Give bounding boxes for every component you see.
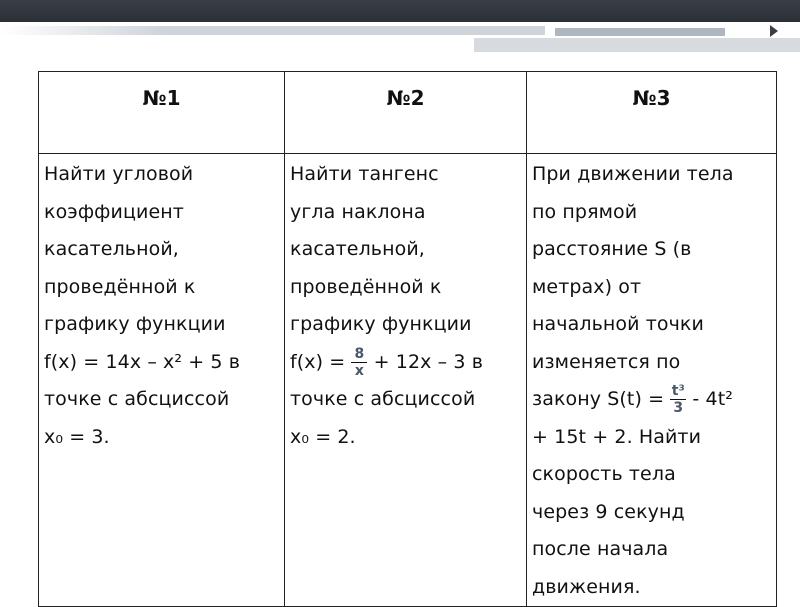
task-text-line: изменяется по bbox=[532, 350, 681, 373]
task-text-line: проведённой к bbox=[44, 275, 196, 298]
fraction-denominator: 3 bbox=[673, 400, 684, 416]
task-text-line: скорость тела bbox=[532, 463, 676, 485]
formula-suffix: - 4t² bbox=[686, 388, 733, 410]
task-text-line: точке с абсциссой bbox=[290, 388, 476, 410]
decor-stripe bbox=[555, 28, 725, 36]
task-2-cell bbox=[285, 154, 527, 607]
task-text-line: угла наклона bbox=[290, 200, 426, 223]
decor-stripe bbox=[474, 38, 800, 52]
task-text-line: коэффициент bbox=[44, 200, 184, 223]
decor-arrow-icon bbox=[770, 25, 778, 37]
tasks-table bbox=[38, 71, 777, 607]
fraction bbox=[351, 347, 367, 378]
task-text-line: после начала bbox=[532, 538, 669, 560]
task-text-line: Найти тангенс bbox=[290, 163, 439, 185]
header-row bbox=[39, 72, 777, 154]
task-text-line: графику функции bbox=[290, 313, 472, 335]
task-formula-line bbox=[290, 344, 522, 382]
header-task-2: №2 bbox=[285, 72, 527, 154]
header-task-3: №3 bbox=[527, 72, 777, 154]
task-text-line: касательной, bbox=[44, 238, 179, 260]
task-text-line: + 15t + 2. Найти bbox=[532, 425, 702, 448]
task-text-line: начальной точки bbox=[532, 313, 704, 335]
task-text-line: графику функции bbox=[44, 313, 226, 335]
task-text-line: касательной, bbox=[290, 238, 425, 260]
task-formula-line bbox=[532, 381, 772, 419]
fraction-denominator: x bbox=[354, 362, 365, 379]
task-3-cell bbox=[527, 154, 777, 607]
task-text-line: через 9 секунд bbox=[532, 500, 685, 523]
task-text-line: метрах) от bbox=[532, 275, 642, 298]
task-text-line: проведённой к bbox=[290, 275, 442, 298]
task-text-line: расстояние S (в bbox=[532, 238, 692, 260]
formula-suffix: + 12x – 3 в bbox=[367, 350, 483, 373]
task-formula-line: f(x) = 14x – x² + 5 в bbox=[44, 350, 241, 373]
task-1-cell bbox=[39, 154, 285, 607]
header-task-1: №1 bbox=[39, 72, 285, 154]
task-text-line: x₀ = 3. bbox=[44, 425, 110, 448]
task-text-line: по прямой bbox=[532, 200, 638, 223]
decor-stripe bbox=[0, 26, 545, 35]
fraction-numerator: t³ bbox=[671, 383, 685, 399]
content-row bbox=[39, 154, 777, 607]
slide-header-band bbox=[0, 0, 800, 22]
task-text-line: При движении тела bbox=[532, 163, 734, 185]
formula-prefix: закону S(t) = bbox=[532, 388, 671, 410]
task-text-line: движения. bbox=[532, 575, 641, 598]
fraction-numerator: 8 bbox=[354, 345, 365, 362]
task-text-line: Найти угловой bbox=[44, 163, 194, 185]
task-text-line: x₀ = 2. bbox=[290, 425, 356, 448]
task-text-line: точке с абсциссой bbox=[44, 388, 230, 410]
formula-prefix: f(x) = bbox=[290, 350, 352, 373]
fraction bbox=[670, 384, 686, 415]
